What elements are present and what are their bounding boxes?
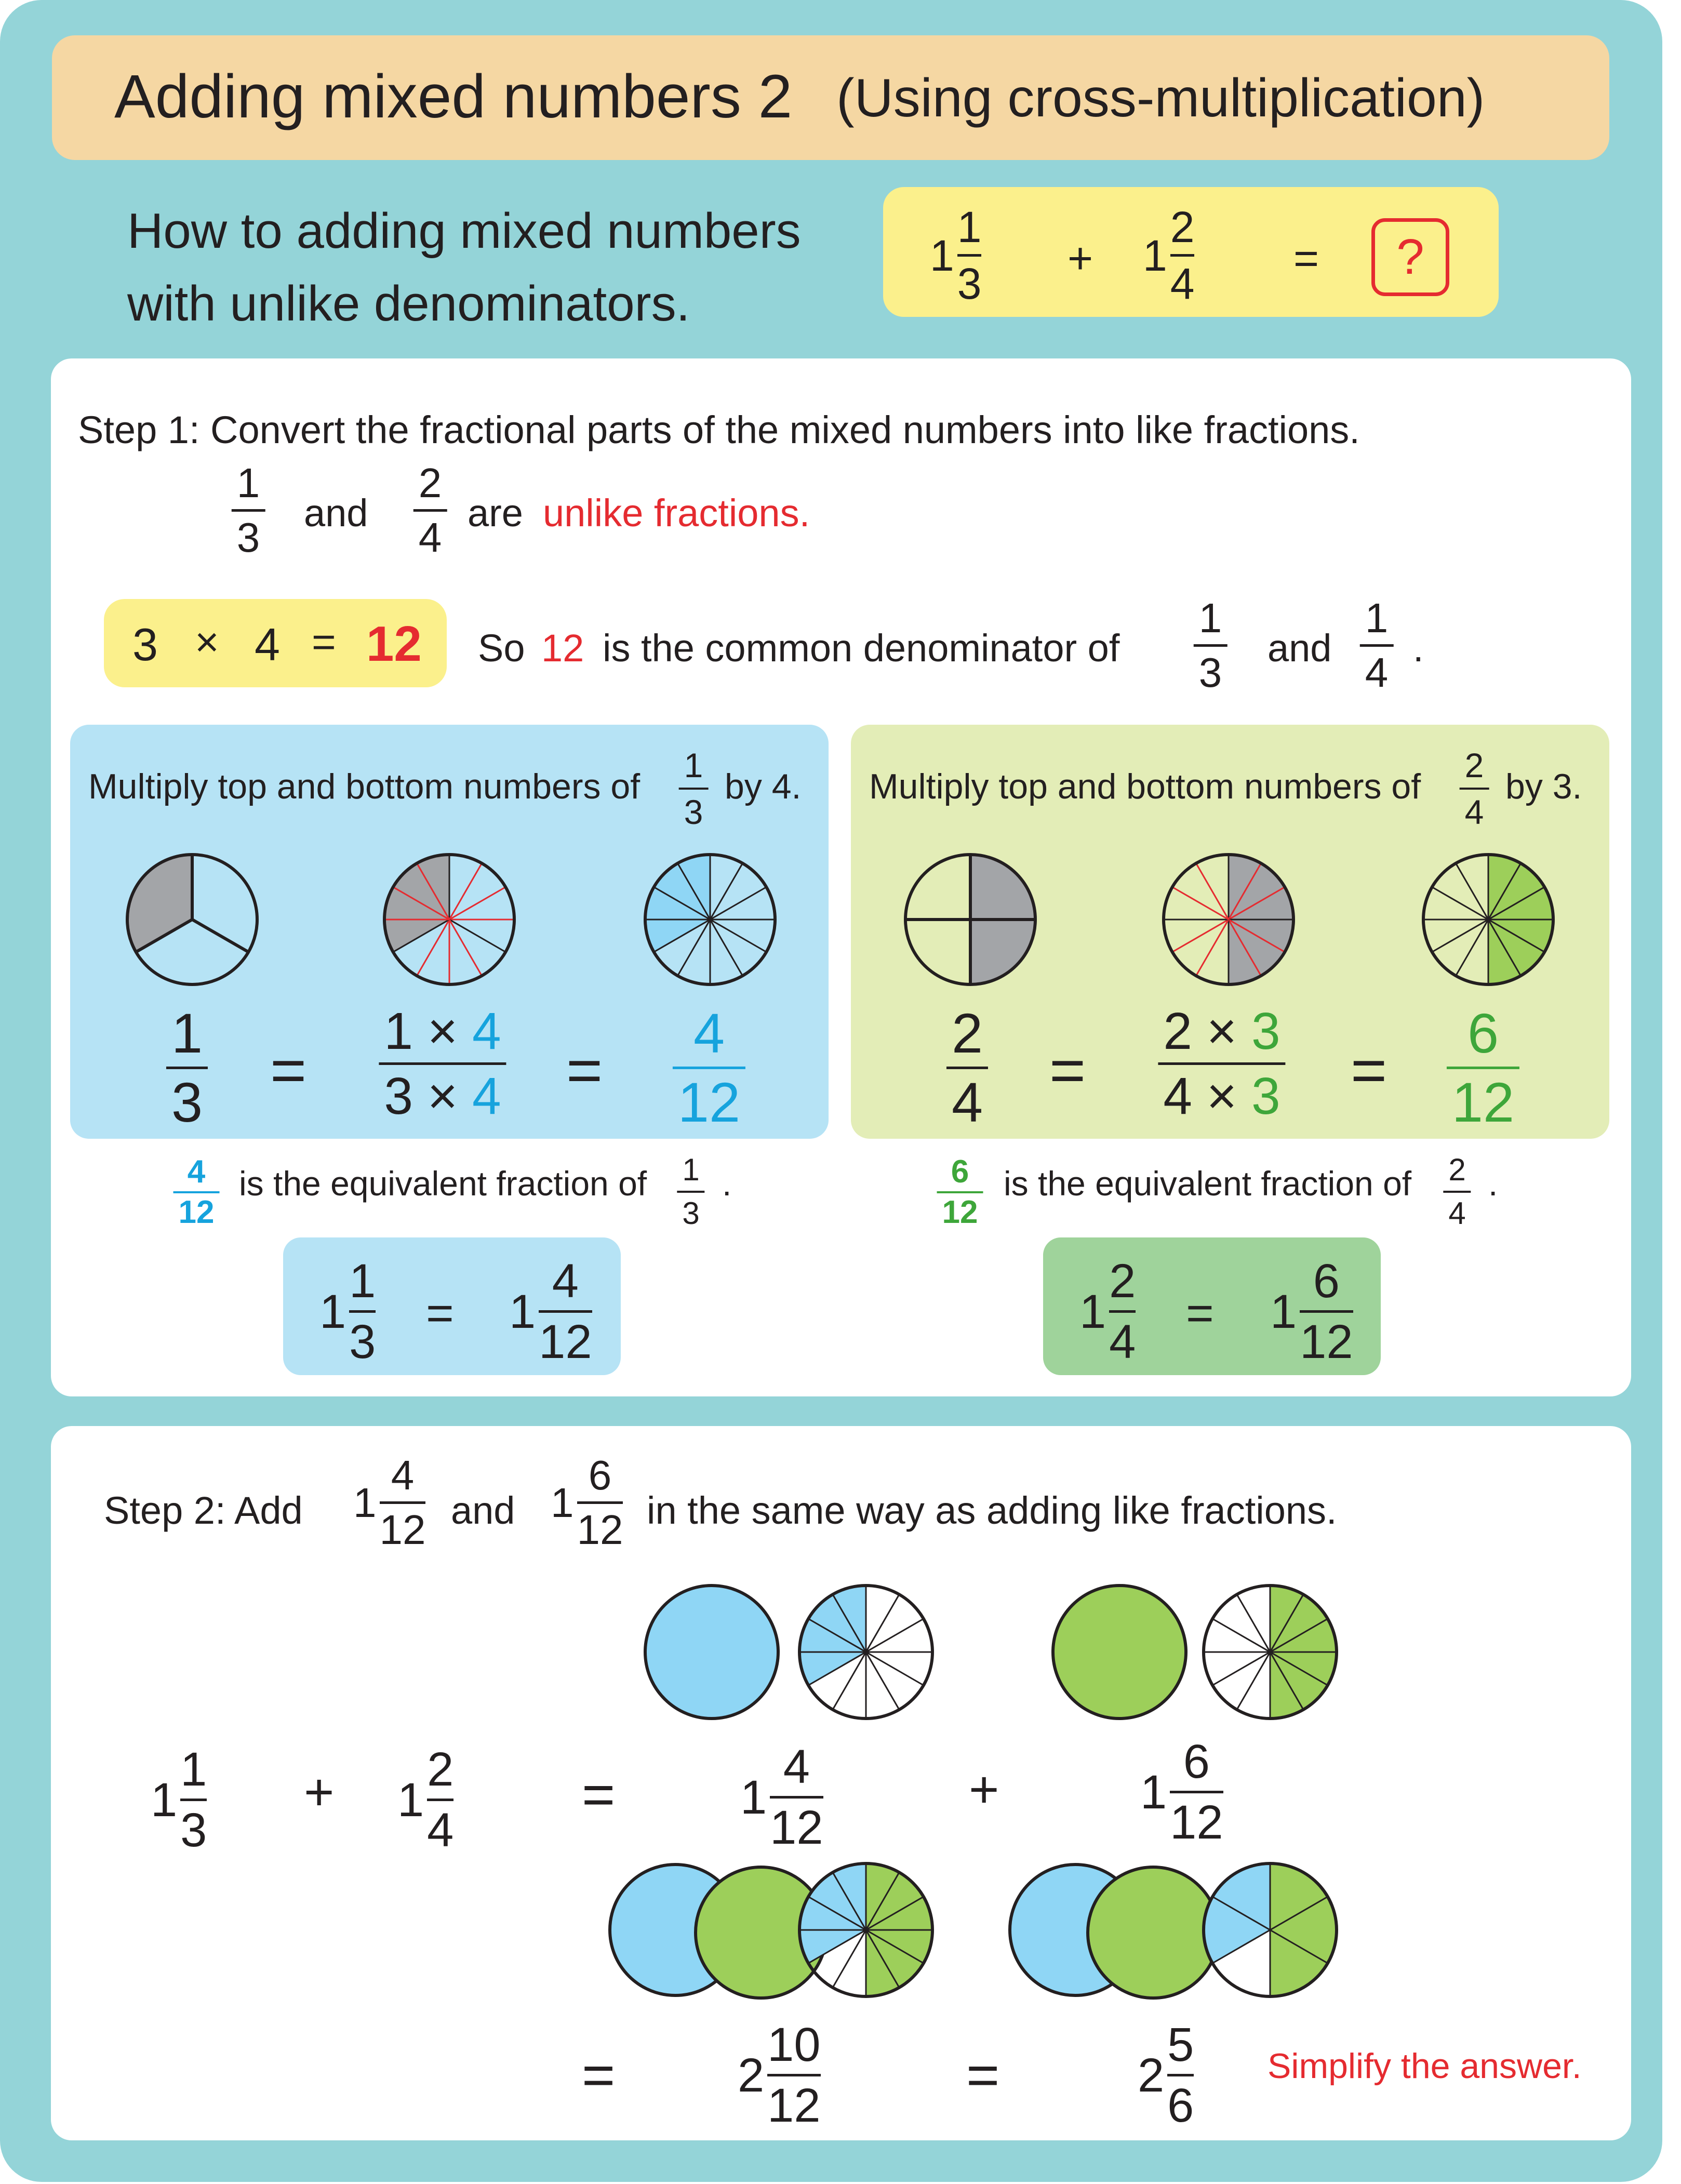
numerator: 4 xyxy=(783,1740,810,1793)
pie-divider xyxy=(449,887,505,920)
overlapping-whole-circles-2 xyxy=(1003,1852,1221,2008)
denominator: 12 xyxy=(942,1194,978,1230)
product-bottom: 3 × xyxy=(384,1067,458,1125)
left-instruction: Multiply top and bottom numbers of xyxy=(88,767,641,806)
denominator: 3 xyxy=(957,259,982,308)
product-top: 2 × xyxy=(1163,1002,1237,1060)
pie-divider xyxy=(1196,920,1229,976)
numerator: 1 xyxy=(957,203,982,251)
period: . xyxy=(1488,1164,1498,1203)
equals-sign: = xyxy=(582,1763,616,1827)
whole: 1 xyxy=(151,1773,178,1827)
unlike-fraction-b xyxy=(413,460,447,561)
pie-quarters-two-shaded xyxy=(903,852,1038,987)
are-label: are xyxy=(468,491,523,535)
unlike-fractions-label: unlike fractions. xyxy=(543,491,810,535)
denominator: 3 xyxy=(180,1804,207,1857)
left-equivalent-fraction xyxy=(174,1156,220,1229)
pie-divider xyxy=(1212,1652,1270,1685)
whole: 1 xyxy=(551,1479,574,1526)
pie-divider xyxy=(866,1652,899,1710)
numerator: 2 xyxy=(427,1743,454,1796)
denominator: 6 xyxy=(1167,2079,1194,2132)
pie-divider xyxy=(1456,863,1489,920)
numerator: 2 xyxy=(951,1002,983,1064)
pie-quarters-split-twelfths xyxy=(1161,852,1296,987)
denominator: 12 xyxy=(577,1507,623,1553)
and-label: and xyxy=(1268,627,1332,670)
left-instruction-by: by 4. xyxy=(725,767,802,806)
numerator: 1 xyxy=(1365,595,1389,641)
denominator: 3 xyxy=(236,514,260,561)
numerator: 6 xyxy=(1467,1002,1499,1064)
left-instruction-fraction xyxy=(679,748,709,829)
pie-divider xyxy=(866,1652,924,1685)
right-instruction-fraction xyxy=(1460,748,1489,829)
pie-divider xyxy=(710,920,766,952)
left-equivalent-of xyxy=(677,1154,704,1229)
numerator: 4 xyxy=(552,1255,579,1308)
pie-divider xyxy=(710,920,743,976)
pie-divider xyxy=(449,920,505,952)
denominator: 4 xyxy=(1170,259,1195,308)
numerator: 4 xyxy=(187,1154,206,1190)
whole: 1 xyxy=(353,1479,377,1526)
equals-sign: = xyxy=(312,619,336,665)
whole: 2 xyxy=(1138,2048,1165,2102)
pie-divider xyxy=(1172,887,1229,920)
denominator: 12 xyxy=(767,2079,821,2132)
r2-mixed xyxy=(1140,1735,1223,1849)
plus-sign: + xyxy=(969,1761,999,1819)
whole: 1 xyxy=(509,1285,536,1338)
period: . xyxy=(722,1164,732,1203)
denominator: 4 xyxy=(1365,649,1389,696)
common-denominator-value: 12 xyxy=(541,627,584,670)
pie-divider xyxy=(1432,920,1488,952)
r1-mixed xyxy=(740,1740,823,1854)
equals-sign: = xyxy=(966,2043,1000,2107)
product-top: 1 × xyxy=(384,1002,458,1060)
multiplier: 3 xyxy=(1251,1002,1280,1060)
numerator: 4 xyxy=(391,1452,415,1498)
denominator: 4 xyxy=(427,1804,454,1857)
pie-divider xyxy=(866,1619,924,1652)
pie-divider xyxy=(449,863,482,920)
denominator: 12 xyxy=(1300,1315,1353,1368)
denominator: 4 xyxy=(1109,1315,1136,1368)
denominator: 4 xyxy=(1448,1196,1466,1231)
pie-divider xyxy=(866,1594,899,1652)
whole-circle-blue xyxy=(642,1582,782,1722)
pie-divider xyxy=(1237,1594,1270,1652)
denominator: 3 xyxy=(1198,649,1222,696)
so-label: So xyxy=(478,627,525,670)
numerator: 1 xyxy=(1198,595,1222,641)
right-box-mixed xyxy=(1079,1257,1136,1366)
pie-divider xyxy=(1456,920,1489,976)
common-fraction-b xyxy=(1360,597,1394,694)
intro-line-1: How to adding mixed numbers xyxy=(127,203,801,259)
denominator: 12 xyxy=(677,1071,741,1134)
numerator: 6 xyxy=(1313,1255,1340,1308)
numerator: 2 xyxy=(1448,1152,1466,1187)
step2-heading-end: in the same way as adding like fractions. xyxy=(647,1489,1337,1532)
right-instruction: Multiply top and bottom numbers of xyxy=(869,767,1421,806)
pie-thirds-split-twelfths xyxy=(382,852,517,987)
problem-mixed-a xyxy=(930,203,982,308)
right-equivalent-fraction xyxy=(937,1156,983,1229)
pie-divider xyxy=(710,863,743,920)
equals-sign: = xyxy=(1186,1287,1214,1340)
numerator: 1 xyxy=(682,1152,700,1187)
unknown-answer-box: ? xyxy=(1371,218,1449,296)
simplify-note: Simplify the answer. xyxy=(1268,2046,1582,2086)
equals-sign: = xyxy=(566,1035,603,1105)
multiplier: 4 xyxy=(472,1002,501,1060)
numerator: 4 xyxy=(693,1002,725,1064)
pie-twelfths-six-shaded xyxy=(1421,852,1556,987)
problem-mixed-b xyxy=(1143,203,1195,308)
cross-b: 4 xyxy=(255,619,280,670)
common-fraction-a xyxy=(1194,597,1228,694)
pie-thirds-one-shaded xyxy=(125,852,260,987)
pie-twelfths-four-shaded xyxy=(643,852,778,987)
left-equivalent-text: is the equivalent fraction of xyxy=(239,1164,647,1203)
right-eq-product xyxy=(1158,1002,1285,1125)
left-box-result xyxy=(509,1257,592,1366)
equals-sign: = xyxy=(426,1287,454,1340)
cross-result: 12 xyxy=(366,616,422,672)
pie-six-twelfths-green xyxy=(1200,1582,1340,1722)
numerator: 1 xyxy=(349,1255,376,1308)
pie-four-twelfths-blue xyxy=(796,1582,936,1722)
cross-a: 3 xyxy=(132,619,158,670)
step1-heading: Step 1: Convert the fractional parts of the mixed numbers into like fractions. xyxy=(78,408,1360,451)
left-eq-fraction xyxy=(166,1002,208,1134)
pie-five-sixths xyxy=(1200,1860,1340,2000)
page-subtitle: (Using cross-multiplication) xyxy=(836,68,1485,128)
numerator: 2 xyxy=(1109,1255,1136,1308)
unlike-fraction-a xyxy=(232,460,265,561)
pie-divider xyxy=(1196,863,1229,920)
denominator: 4 xyxy=(418,514,442,561)
left-eq-result xyxy=(673,1002,745,1134)
pie-ten-twelfths xyxy=(796,1860,936,2000)
and-label: and xyxy=(304,491,368,535)
lhs-mixed-b xyxy=(397,1743,454,1857)
numerator: 2 xyxy=(1464,746,1484,784)
whole: 1 xyxy=(1143,231,1167,280)
right-equivalent-text: is the equivalent fraction of xyxy=(1004,1164,1412,1203)
pie-divider xyxy=(1172,920,1229,952)
denominator: 3 xyxy=(171,1071,203,1134)
right-instruction-by: by 3. xyxy=(1505,767,1582,806)
numerator: 2 xyxy=(418,460,442,506)
whole: 1 xyxy=(1079,1285,1106,1338)
page-title: Adding mixed numbers 2 xyxy=(114,62,793,131)
numerator: 10 xyxy=(767,2018,821,2071)
multiplier: 3 xyxy=(1251,1067,1280,1125)
numerator: 1 xyxy=(684,746,703,784)
and-label: and xyxy=(451,1489,515,1532)
intro-line-2: with unlike denominators. xyxy=(127,276,690,331)
denominator: 12 xyxy=(178,1194,215,1230)
whole: 1 xyxy=(930,231,954,280)
right-eq-result xyxy=(1447,1002,1519,1134)
whole: 1 xyxy=(1140,1765,1167,1819)
lhs-mixed-a xyxy=(151,1743,207,1857)
common-denominator-text: is the common denominator of xyxy=(603,627,1120,670)
left-box-mixed xyxy=(319,1257,376,1366)
whole: 1 xyxy=(740,1770,767,1824)
denominator: 4 xyxy=(951,1071,983,1134)
numerator: 5 xyxy=(1167,2018,1194,2071)
whole: 2 xyxy=(738,2048,765,2102)
numerator: 1 xyxy=(236,460,260,506)
equals-sign: = xyxy=(1293,234,1319,283)
equals-sign: = xyxy=(1049,1035,1086,1105)
numerator: 6 xyxy=(588,1452,612,1498)
denominator: 3 xyxy=(684,793,703,831)
pie-divider xyxy=(710,887,766,920)
denominator: 12 xyxy=(379,1507,426,1553)
step2-panel xyxy=(51,1426,1631,2140)
step2-heading-mixed-a xyxy=(353,1452,426,1553)
denominator: 12 xyxy=(770,1801,823,1854)
period: . xyxy=(1413,627,1424,670)
denominator: 12 xyxy=(1451,1071,1515,1134)
pie-divider xyxy=(1432,887,1488,920)
denominator: 12 xyxy=(1170,1796,1223,1849)
step2-heading-mixed-b xyxy=(551,1452,623,1553)
numerator: 2 xyxy=(1170,203,1195,251)
times-sign: × xyxy=(195,619,219,665)
equals-sign: = xyxy=(1351,1035,1388,1105)
multiplier: 4 xyxy=(472,1067,501,1125)
denominator: 4 xyxy=(1464,793,1484,831)
pie-divider xyxy=(1212,1619,1270,1652)
sum-mixed xyxy=(738,2018,821,2132)
denominator: 3 xyxy=(349,1315,376,1368)
whole: 1 xyxy=(397,1773,424,1827)
numerator: 1 xyxy=(171,1002,203,1064)
numerator: 6 xyxy=(951,1154,969,1190)
plus-sign: + xyxy=(1068,234,1093,283)
equals-sign: = xyxy=(270,1035,307,1105)
pie-divider xyxy=(1237,1652,1270,1710)
whole: 1 xyxy=(1270,1285,1297,1338)
numerator: 1 xyxy=(180,1743,207,1796)
step2-heading-start: Step 2: Add xyxy=(104,1489,303,1532)
whole-circle-green xyxy=(1049,1582,1190,1722)
left-eq-product xyxy=(379,1002,506,1125)
whole: 1 xyxy=(319,1285,346,1338)
product-bottom: 4 × xyxy=(1163,1067,1237,1125)
right-equivalent-of xyxy=(1443,1154,1471,1229)
pie-divider xyxy=(449,920,482,976)
denominator: 3 xyxy=(682,1196,700,1231)
right-eq-fraction xyxy=(946,1002,988,1134)
final-mixed xyxy=(1138,2018,1194,2132)
denominator: 12 xyxy=(539,1315,592,1368)
equals-sign: = xyxy=(582,2043,616,2107)
intro-text xyxy=(127,195,801,340)
plus-sign: + xyxy=(304,1763,335,1821)
right-box-result xyxy=(1270,1257,1353,1366)
numerator: 6 xyxy=(1183,1735,1210,1788)
